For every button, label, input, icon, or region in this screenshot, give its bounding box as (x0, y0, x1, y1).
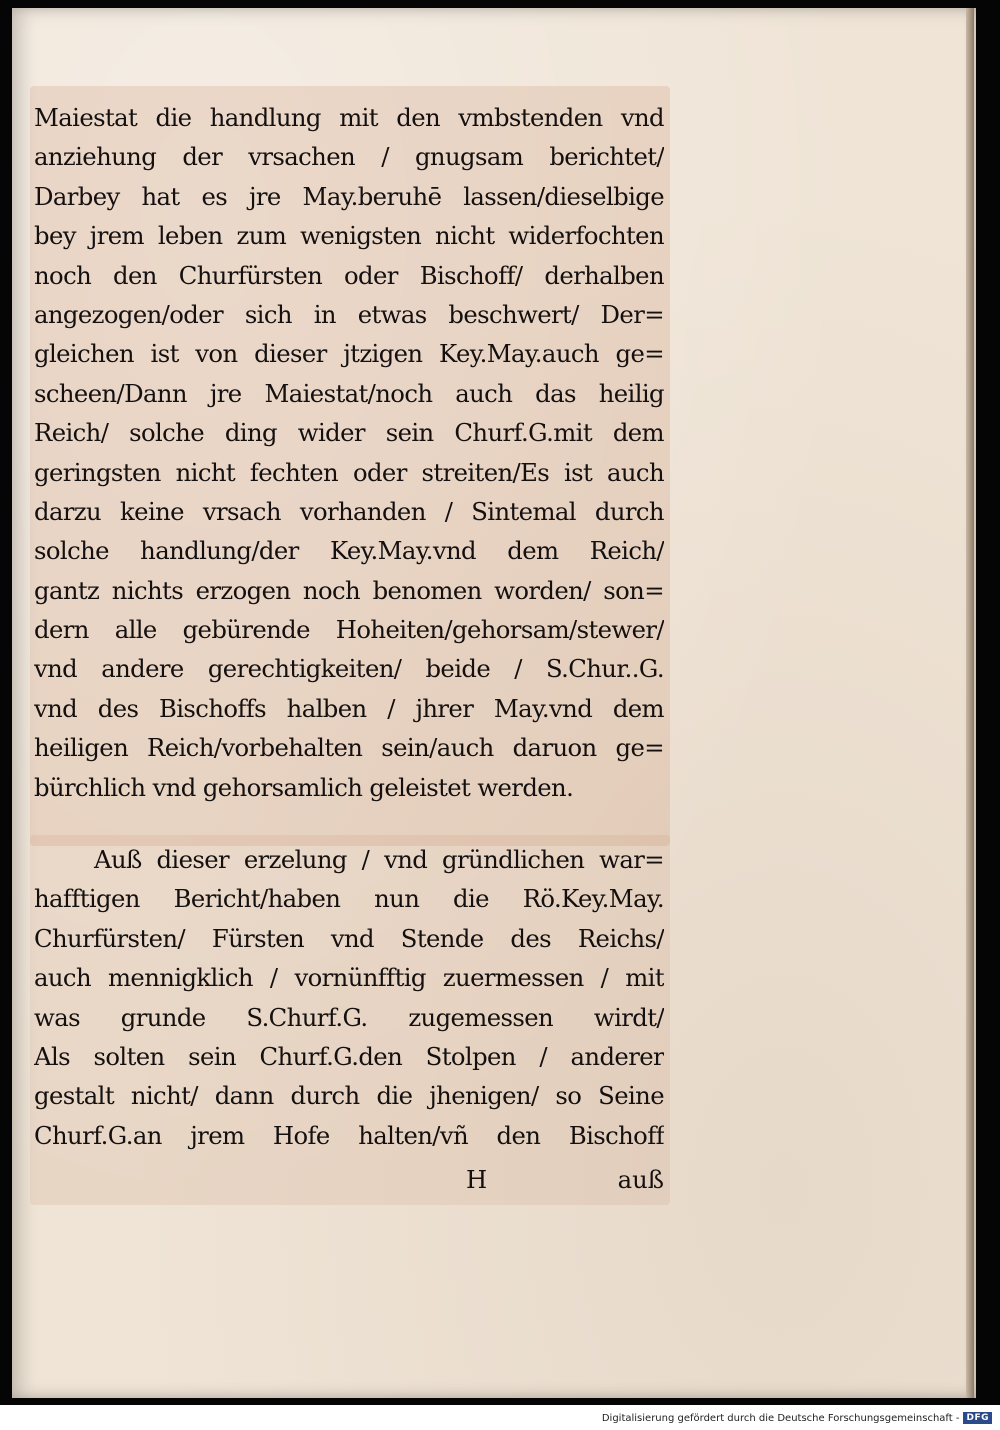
text-line: was grunde S.Churf.G. zugemessen wirdt/ (34, 1002, 664, 1032)
text-line: Reich/ solche ding wider sein Churf.G.mit dem (34, 418, 664, 448)
text-line: gleichen ist von dieser jtzigen Key.May.auch ge= (34, 339, 664, 369)
catchword: auß (617, 1165, 664, 1194)
text-line: Auß dieser erzelung / vnd gründlichen war= (94, 845, 664, 874)
paragraph-1 (34, 98, 664, 807)
text-line: vnd andere gerechtigkeiten/ beide / S.Chur..G. (34, 654, 664, 684)
text-line: bey jrem leben zum wenigsten nicht widerfochten (34, 221, 664, 251)
text-line: solche handlung/der Key.May.vnd dem Reich/ (34, 536, 664, 566)
text-line: vnd des Bischoffs halben / jhrer May.vnd dem (34, 693, 664, 723)
text-line: Churf.G.an jrem Hofe halten/vñ den Bischoff (34, 1120, 664, 1150)
text-line: gestalt nicht/ dann durch die jhenigen/ so Seine (34, 1081, 664, 1111)
text-line: Maiestat die handlung mit den vmbstenden vnd (34, 103, 664, 132)
text-line: anziehung der vrsachen / gnugsam berichtet/ (34, 142, 664, 172)
text-line: auch mennigklich / vornünfftig zuermessen / mit (34, 963, 664, 993)
text-line: Churfürsten/ Fürsten vnd Stende des Reichs/ (34, 923, 664, 953)
text-line: angezogen/oder sich in etwas beschwert/ Der= (34, 299, 664, 329)
text-line: dern alle gebürende Hoheiten/gehorsam/stewer/ (34, 615, 664, 645)
text-line: scheen/Dann jre Maiestat/noch auch das heilig (34, 378, 664, 408)
digitization-credit (602, 1412, 992, 1424)
page-edge (966, 8, 974, 1398)
text-line: Darbey hat es jre May.beruhē lassen/dieselbige (34, 181, 664, 211)
credit-text: Digitalisierung gefördert durch die Deutsche Forschungsgemeinschaft - (601, 1412, 960, 1424)
paragraph-2 (34, 840, 664, 1155)
text-line: heiligen Reich/vorbehalten sein/auch daruon ge= (34, 733, 664, 763)
text-line: geringsten nicht fechten oder streiten/Es ist auch (34, 457, 664, 487)
text-line: gantz nichts erzogen noch benomen worden/ son= (34, 575, 664, 605)
catchline (34, 1160, 664, 1200)
text-line: darzu keine vrsach vorhanden / Sintemal durch (34, 496, 664, 526)
text-line: Als solten sein Churf.G.den Stolpen / anderer (34, 1041, 664, 1071)
signature-mark: H (466, 1165, 488, 1194)
text-line: noch den Churfürsten oder Bischoff/ derhalben (34, 260, 664, 290)
dfg-logo: DFG (963, 1412, 992, 1424)
text-line: bürchlich vnd gehorsamlich geleistet werden. (34, 772, 574, 802)
text-line: hafftigen Bericht/haben nun die Rö.Key.May. (34, 884, 664, 914)
